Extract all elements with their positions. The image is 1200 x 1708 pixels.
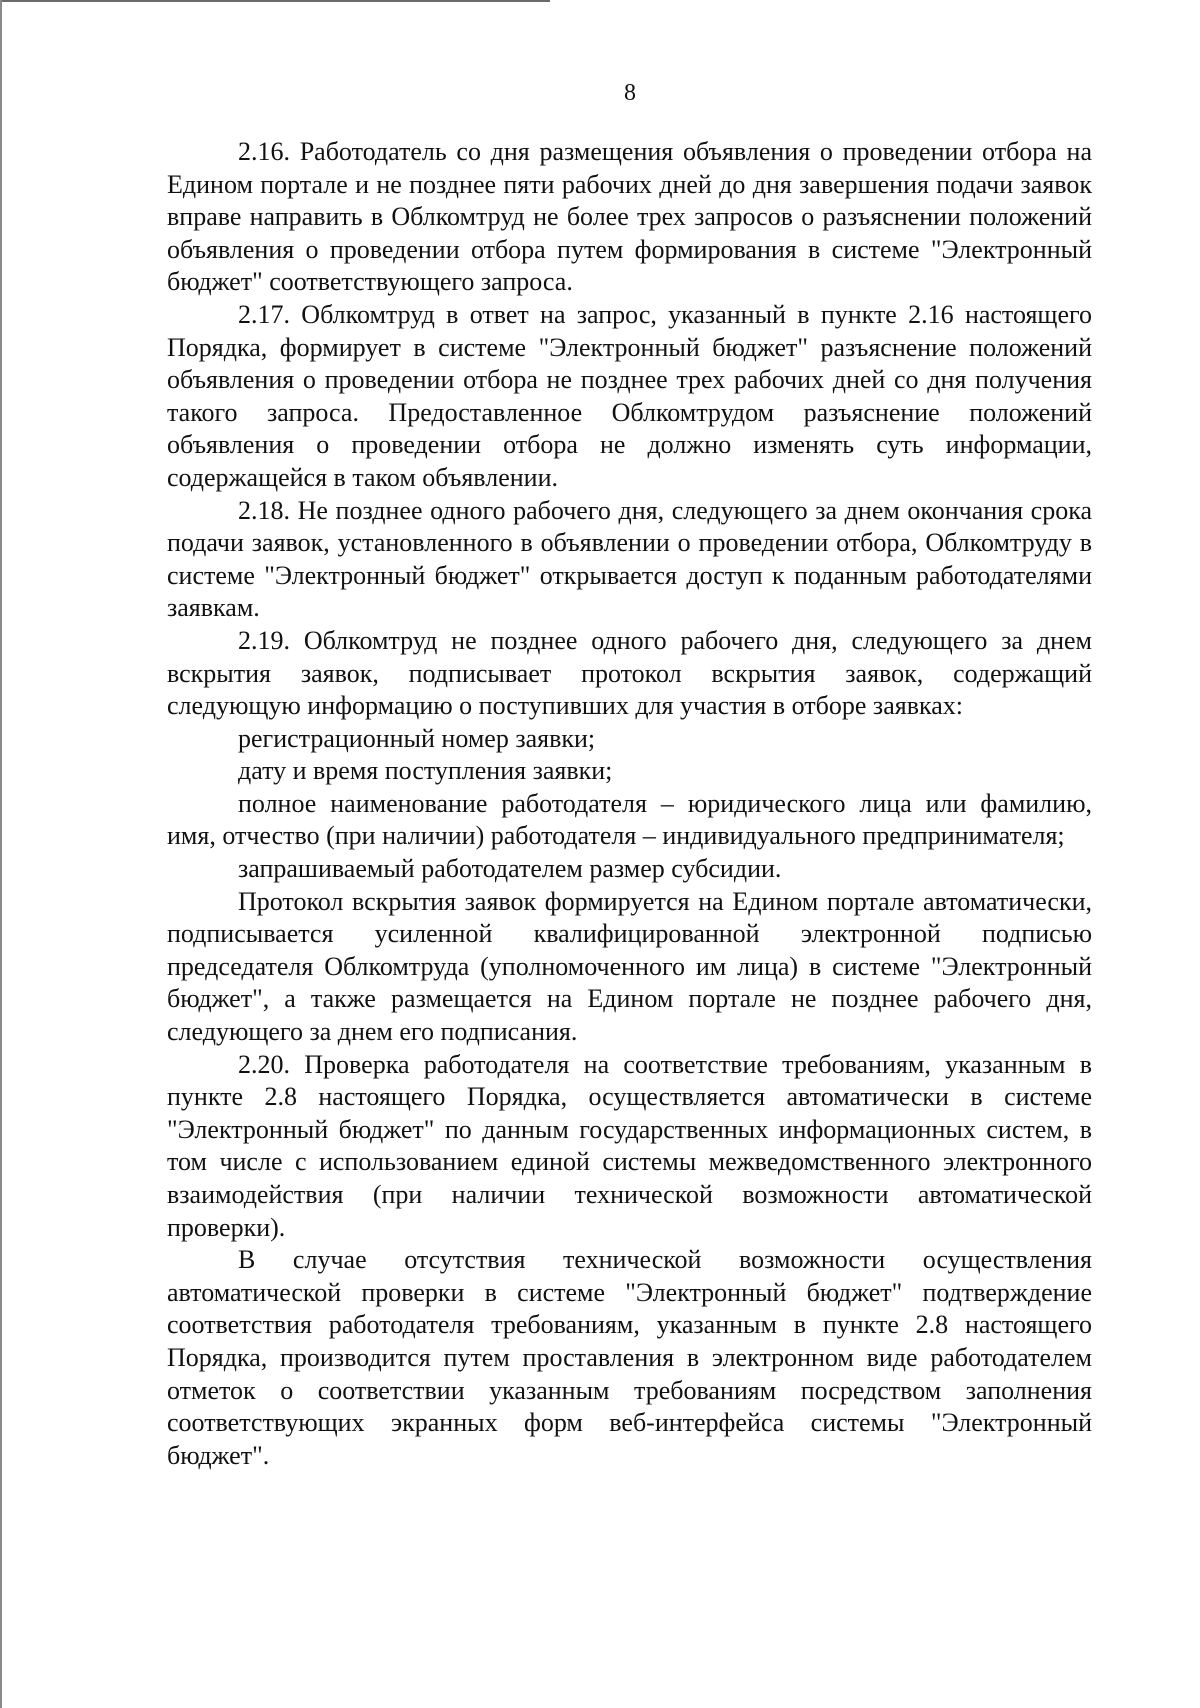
list-item-date-time: дату и время поступления заявки;: [238, 756, 613, 786]
paragraph-2-18: 2.18. Не позднее одного рабочего дня, следующего за днем окончания срока подачи заявок, установленного в объявлении о проведении отбора, Облкомтруду в системе "Электронный бюджет" открывается доступ к поданным работодателями заявкам.: [167, 495, 1092, 623]
paragraph-protocol: Протокол вскрытия заявок формируется на Едином портале автоматически, подписывается усиленной квалифицированной электронной подписью председателя Облкомтруда (уполномоченного им лица) в системе "Электронный бюджет", а также размещается на Едином портале не позднее рабочего дня, следующего за днем его подписания.: [167, 886, 1092, 1047]
paragraph-2-19: 2.19. Облкомтруд не позднее одного рабочего дня, следующего за днем вскрытия заявок, подписывает протокол вскрытия заявок, содержащий следующую информацию о поступивших для участия в отборе заявках:: [167, 625, 1092, 721]
list-item-employer-name: полное наименование работодателя – юридического лица или фамилию, имя, отчество (при наличии) работодателя – индивидуального предпринимателя;: [167, 788, 1092, 851]
page-number: 8: [624, 80, 636, 106]
list-item-registration-number: регистрационный номер заявки;: [238, 723, 596, 753]
list-item-subsidy-amount: запрашиваемый работодателем размер субсидии.: [238, 854, 782, 884]
paragraph-2-16: 2.16. Работодатель со дня размещения объявления о проведении отбора на Едином портале и не позднее пяти рабочих дней до дня завершения подачи заявок вправе направить в Облкомтруд не более трех запросов о разъяснении положений объявления о проведении отбора путем формирования в системе "Электронный бюджет" соответствующего запроса.: [167, 137, 1092, 297]
paragraph-no-technical-possibility: В случае отсутствия технической возможности осуществления автоматической проверки в системе "Электронный бюджет" подтверждение соответствия работодателя требованиям, указанным в пункте 2.8 настоящего Порядка, производится путем проставления в электронном виде работодателем отметок о соответствии указанным требованиям посредством заполнения соответствующих экранных форм веб-интерфейса системы "Электронный бюджет".: [167, 1245, 1092, 1470]
document-body: [167, 136, 1092, 1472]
scan-edge-top: [0, 0, 550, 2]
scan-edge-left: [0, 0, 2, 1708]
paragraph-2-20: 2.20. Проверка работодателя на соответствие требованиям, указанным в пункте 2.8 настоящего Порядка, осуществляется автоматически в системе "Электронный бюджет" по данным государственных информационных систем, в том числе с использованием единой системы межведомственного электронного взаимодействия (при наличии технической возможности автоматической проверки).: [167, 1049, 1092, 1242]
paragraph-2-17: 2.17. Облкомтруд в ответ на запрос, указанный в пункте 2.16 настоящего Порядка, формирует в системе "Электронный бюджет" разъяснение положений объявления о проведении отбора не позднее трех рабочих дней со дня получения такого запроса. Предоставленное Облкомтрудом разъяснение положений объявления о проведении отбора не должно изменять суть информации, содержащейся в таком объявлении.: [167, 299, 1092, 492]
